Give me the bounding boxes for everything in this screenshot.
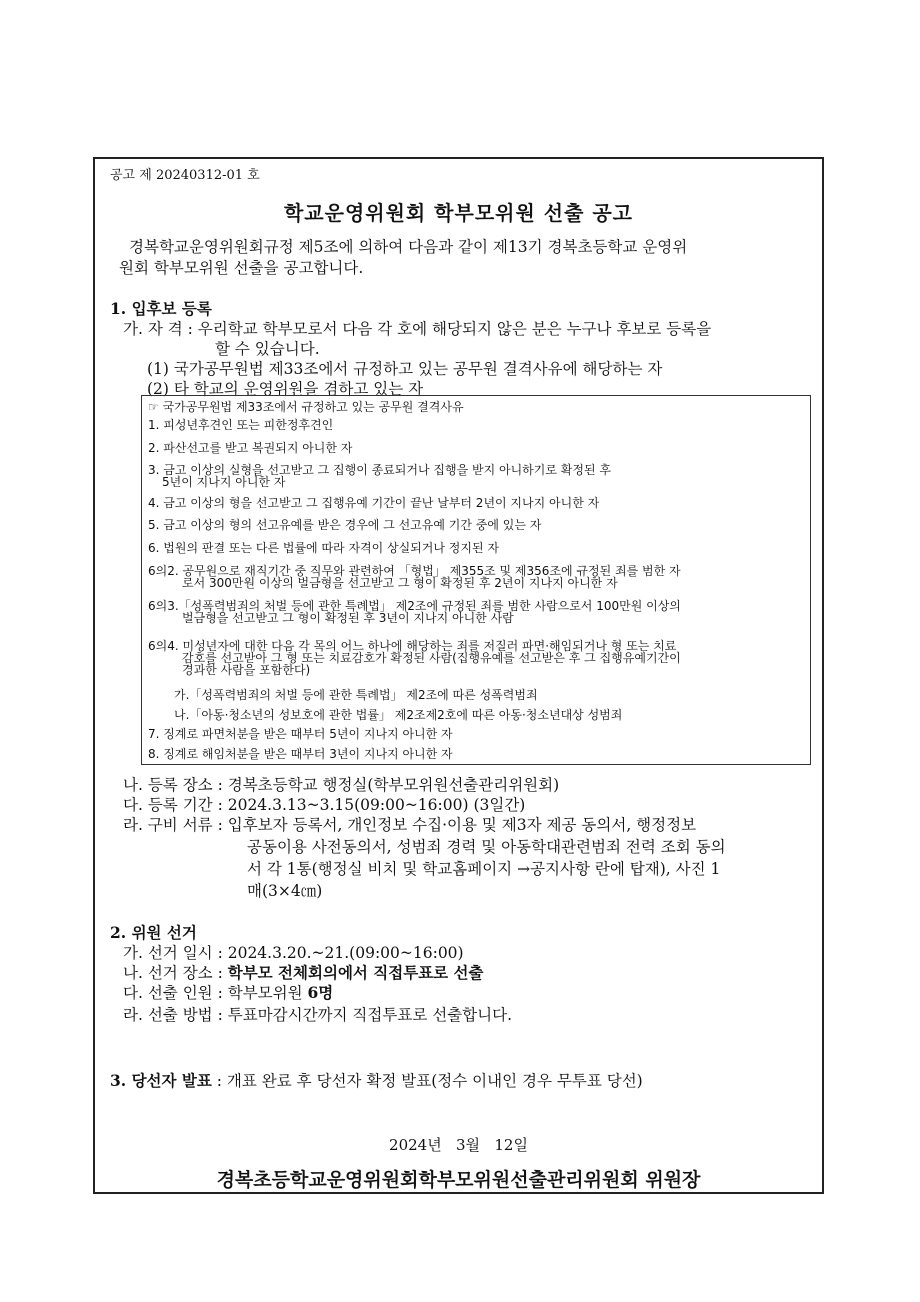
box-heading: ☞ 국가공무원법 제33조에서 규정하고 있는 공무원 결격사유 [148, 400, 464, 414]
box-row-8: 8. 징계로 해임처분을 받은 때부터 3년이 지나지 아니한 자 [148, 747, 453, 761]
required-docs-text-1: 입후보자 등록서, 개인정보 수집·이용 및 제3자 제공 동의서, 행정정보 [227, 816, 697, 834]
required-docs-line-2: 공동이용 사전동의서, 성범죄 경력 및 아동학대관련범죄 전력 조회 동의 [247, 838, 726, 856]
qualification-item-1: (1) 국가공무원법 제33조에서 규정하고 있는 공무원 결격사유에 해당하는 자 [147, 360, 663, 378]
section3-heading: 3. 당선자 발표 [110, 1071, 212, 1090]
notice-frame [93, 157, 824, 1194]
required-docs-line-3: 서 각 1통(행정실 비치 및 학교홈페이지 →공지사항 란에 탑재), 사진 1 [247, 860, 721, 878]
registration-period: 다. 등록 기간 : 2024.3.13~3.15(09:00~16:00) (3일간) [123, 796, 526, 814]
box-row-2: 2. 파산선고를 받고 복권되지 아니한 자 [148, 441, 353, 455]
qualification-line-1 [123, 317, 711, 339]
section3-line [110, 1069, 643, 1091]
box-row-6-3a: 6의3.「성폭력범죄의 처벌 등에 관한 특례법」 제2조에 규정된 죄를 범한 사람으로서 100만원 이상의 [148, 599, 681, 613]
box-row-6-4c: 경과한 사람을 포함한다) [182, 663, 311, 677]
notice-date: 2024년 3월 12일 [389, 1136, 528, 1154]
box-row-6-4-na: 나.「아동·청소년의 성보호에 관한 법률」 제2조제2호에 따른 아동·청소년대상 성범죄 [174, 708, 623, 722]
qualification-line-2: 할 수 있습니다. [215, 340, 320, 358]
required-docs-label: 라. 구비 서류 : [123, 816, 228, 834]
election-count-label: 다. 선출 인원 : 학부모위원 [123, 984, 308, 1002]
box-row-6-2a: 6의2. 공무원으로 재직기간 중 직무와 관련하여 「형법」 제355조 및 제356조에 규정된 죄를 범한 자 [148, 564, 681, 578]
election-date: 가. 선거 일시 : 2024.3.20.~21.(09:00~16:00) [123, 944, 464, 962]
intro-paragraph [119, 237, 809, 279]
intro-line-2: 원회 학부모위원 선출을 공고합니다. [119, 259, 364, 277]
qualification-label: 가. 자 격 : [123, 320, 198, 338]
required-docs-line-4: 매(3×4㎝) [247, 882, 323, 900]
section1-heading: 1. 입후보 등록 [110, 299, 212, 318]
box-row-6-4a: 6의4. 미성년자에 대한 다음 각 목의 어느 하나에 해당하는 죄를 저질러 파면·해임되거나 형 또는 치료 [148, 639, 677, 653]
section2-heading: 2. 위원 선거 [110, 923, 197, 942]
election-count [123, 981, 333, 1003]
box-row-6-3b: 벌금형을 선고받고 그 형이 확정된 후 3년이 지나지 아니한 사람 [182, 611, 514, 625]
qualification-item-2: (2) 타 학교의 운영위원을 겸하고 있는 자 [147, 380, 424, 398]
disqualification-box [141, 395, 811, 765]
notice-title: 학교운영위원회 학부모위원 선출 공고 [283, 201, 633, 225]
box-row-4: 4. 금고 이상의 형을 선고받고 그 집행유예 기간이 끝난 날부터 2년이 지나지 아니한 자 [148, 496, 600, 510]
qualification-text-1: 우리학교 학부모로서 다음 각 호에 해당되지 않은 분은 누구나 후보로 등록을 [197, 320, 712, 338]
election-place-value: 학부모 전체회의에서 직접투표로 선출 [227, 963, 484, 982]
election-place [123, 961, 484, 983]
box-row-1: 1. 피성년후견인 또는 피한정후견인 [148, 418, 334, 432]
box-row-6-2b: 로서 300만원 이상의 벌금형을 선고받고 그 형이 확정된 후 2년이 지나지 아니한 자 [182, 576, 618, 590]
section3-text: : 개표 완료 후 당선자 확정 발표(정수 이내인 경우 무투표 당선) [211, 1072, 643, 1090]
signature: 경복초등학교운영위원회학부모위원선출관리위원회 위원장 [216, 1169, 701, 1191]
box-row-5: 5. 금고 이상의 형의 선고유예를 받은 경우에 그 선고유예 기간 중에 있는 자 [148, 518, 542, 532]
box-row-3b: 5년이 지나지 아니한 자 [162, 475, 286, 489]
box-row-7: 7. 징계로 파면처분을 받은 때부터 5년이 지나지 아니한 자 [148, 727, 453, 741]
notice-number: 공고 제 20240312-01 호 [110, 168, 260, 183]
box-row-6-4-ga: 가.「성폭력범죄의 처벌 등에 관한 특례법」 제2조에 따른 성폭력범죄 [174, 688, 538, 702]
election-method: 라. 선출 방법 : 투표마감시간까지 직접투표로 선출합니다. [123, 1006, 513, 1024]
registration-place: 나. 등록 장소 : 경복초등학교 행정실(학부모위원선출관리위원회) [123, 776, 560, 794]
required-docs-line-1 [123, 813, 696, 835]
election-count-value: 6명 [307, 983, 334, 1002]
election-place-label: 나. 선거 장소 : [123, 964, 228, 982]
box-row-6-4b: 감호를 선고받아 그 형 또는 치료감호가 확정된 사람(집행유예를 선고받은 후 그 집행유예기간이 [182, 651, 681, 665]
intro-line-1: 경복학교운영위원회규정 제5조에 의하여 다음과 같이 제13기 경복초등학교 운영위 [129, 238, 688, 256]
box-row-3a: 3. 금고 이상의 실형을 선고받고 그 집행이 종료되거나 집행을 받지 아니하기로 확정된 후 [148, 463, 611, 477]
box-row-6: 6. 법원의 판결 또는 다른 법률에 따라 자격이 상실되거나 정지된 자 [148, 541, 499, 555]
